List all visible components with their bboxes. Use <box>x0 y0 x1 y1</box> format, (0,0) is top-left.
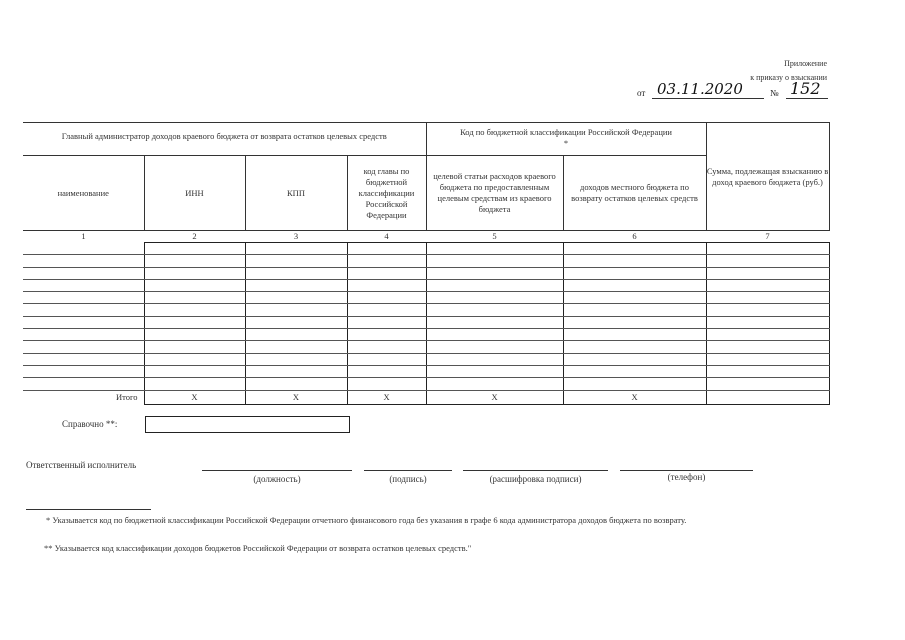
inn-header: ИНН <box>144 156 245 231</box>
table-cell[interactable] <box>706 243 829 255</box>
admin-group-header: Главный администратор доходов краевого бюджета от возврата остатков целевых средств <box>23 123 426 156</box>
table-cell[interactable] <box>23 341 144 353</box>
table-cell[interactable] <box>245 329 347 341</box>
table-row <box>23 316 829 328</box>
table-cell[interactable] <box>245 316 347 328</box>
table-row <box>23 378 829 390</box>
table-cell[interactable] <box>426 255 563 267</box>
table-cell[interactable] <box>426 267 563 279</box>
table-cell[interactable] <box>144 365 245 377</box>
table-cell[interactable] <box>245 243 347 255</box>
sign-line[interactable] <box>364 470 452 471</box>
table-row <box>23 353 829 365</box>
col-number: 7 <box>706 231 829 243</box>
decoding-line[interactable] <box>463 470 608 471</box>
table-cell[interactable] <box>563 267 706 279</box>
col-number: 4 <box>347 231 426 243</box>
table-cell[interactable] <box>347 279 426 291</box>
total-cell: X <box>144 390 245 404</box>
sign-caption: (подпись) <box>389 474 427 484</box>
table-row <box>23 292 829 304</box>
footnote-1: * Указывается код по бюджетной классификации Российской Федерации отчетного финансового года без указания в графе 6 кода администратора доходов бюджета по возврату. <box>46 515 687 525</box>
table-cell[interactable] <box>23 304 144 316</box>
col-number: 6 <box>563 231 706 243</box>
table-cell[interactable] <box>245 341 347 353</box>
table-cell[interactable] <box>563 279 706 291</box>
table-cell[interactable] <box>245 353 347 365</box>
table-cell[interactable] <box>426 329 563 341</box>
code-group-header: Код по бюджетной классификации Российской Федерации * <box>426 123 706 156</box>
table-row <box>23 279 829 291</box>
total-row <box>23 390 829 404</box>
table-cell[interactable] <box>23 255 144 267</box>
table-cell[interactable] <box>563 255 706 267</box>
position-line[interactable] <box>202 470 352 471</box>
table-cell[interactable] <box>347 353 426 365</box>
order-number: 152 <box>790 79 821 98</box>
table-cell[interactable] <box>144 304 245 316</box>
table-row <box>23 267 829 279</box>
table-cell[interactable] <box>245 304 347 316</box>
table-row <box>23 304 829 316</box>
table-cell[interactable] <box>347 329 426 341</box>
decoding-caption: (расшифровка подписи) <box>489 474 582 484</box>
footnote-divider <box>26 509 151 510</box>
table-cell[interactable] <box>706 365 829 377</box>
date-prefix: от <box>637 88 646 98</box>
table-cell[interactable] <box>144 255 245 267</box>
table-cell[interactable] <box>426 378 563 390</box>
responsible-label: Ответственный исполнитель <box>26 460 137 470</box>
table-cell[interactable] <box>144 316 245 328</box>
position-caption: (должность) <box>253 474 301 484</box>
table-cell[interactable] <box>144 341 245 353</box>
table-cell[interactable] <box>426 243 563 255</box>
table-cell[interactable] <box>706 378 829 390</box>
table-cell[interactable] <box>563 341 706 353</box>
order-label: к приказу о взыскании <box>750 73 827 82</box>
total-cell: X <box>563 390 706 404</box>
table-cell[interactable] <box>563 304 706 316</box>
table-cell[interactable] <box>245 365 347 377</box>
table-cell[interactable] <box>426 279 563 291</box>
col-number: 5 <box>426 231 563 243</box>
col-number: 1 <box>23 231 144 243</box>
table-cell[interactable] <box>144 353 245 365</box>
table-cell[interactable] <box>245 292 347 304</box>
table-cell[interactable] <box>23 243 144 255</box>
table-cell[interactable] <box>23 378 144 390</box>
table-cell[interactable] <box>706 329 829 341</box>
table-row <box>23 329 829 341</box>
total-cell: X <box>245 390 347 404</box>
table-cell[interactable] <box>426 365 563 377</box>
table-cell[interactable] <box>23 267 144 279</box>
table-cell[interactable] <box>706 292 829 304</box>
table-cell[interactable] <box>245 378 347 390</box>
table-cell[interactable] <box>563 365 706 377</box>
table-cell[interactable] <box>706 279 829 291</box>
table-cell[interactable] <box>347 243 426 255</box>
table-cell[interactable] <box>245 279 347 291</box>
number-underline <box>786 98 828 99</box>
table-cell[interactable] <box>563 353 706 365</box>
number-prefix: № <box>770 88 779 98</box>
table-cell[interactable] <box>23 316 144 328</box>
table-cell[interactable] <box>426 341 563 353</box>
table-cell[interactable] <box>347 267 426 279</box>
table-cell[interactable] <box>347 292 426 304</box>
total-sum-cell[interactable] <box>706 390 829 404</box>
table-cell[interactable] <box>347 304 426 316</box>
column-number-row <box>23 231 829 243</box>
table-cell[interactable] <box>245 255 347 267</box>
reference-label: Справочно **: <box>62 419 118 429</box>
table-row <box>23 243 829 255</box>
table-cell[interactable] <box>706 316 829 328</box>
local-income-header: доходов местного бюджета по возврату остатков целевых средств <box>563 156 706 231</box>
table-cell[interactable] <box>347 316 426 328</box>
chapter-code-header: код главы по бюджетной классификации Российской Федерации <box>347 156 426 231</box>
table-cell[interactable] <box>144 329 245 341</box>
table-cell[interactable] <box>563 243 706 255</box>
table-cell[interactable] <box>426 304 563 316</box>
table-row <box>23 255 829 267</box>
table-cell[interactable] <box>347 365 426 377</box>
table-cell[interactable] <box>426 353 563 365</box>
table-cell[interactable] <box>23 353 144 365</box>
total-cell: X <box>347 390 426 404</box>
table-cell[interactable] <box>23 279 144 291</box>
table-cell[interactable] <box>144 378 245 390</box>
col-number: 2 <box>144 231 245 243</box>
table-cell[interactable] <box>144 279 245 291</box>
table-cell[interactable] <box>347 341 426 353</box>
target-article-header: целевой статьи расходов краевого бюджета по предоставленным целевым средствам из краевого бюджета <box>426 156 563 231</box>
table-cell[interactable] <box>144 243 245 255</box>
reference-field[interactable] <box>145 416 350 433</box>
table-cell[interactable] <box>706 267 829 279</box>
table-cell[interactable] <box>426 316 563 328</box>
table-cell[interactable] <box>706 353 829 365</box>
collection-table <box>23 122 830 405</box>
table-body <box>23 243 829 391</box>
table-cell[interactable] <box>347 378 426 390</box>
phone-line[interactable] <box>620 470 753 471</box>
table-cell[interactable] <box>706 341 829 353</box>
table-cell[interactable] <box>245 267 347 279</box>
table-cell[interactable] <box>23 365 144 377</box>
total-cell: X <box>426 390 563 404</box>
table-cell[interactable] <box>563 329 706 341</box>
sum-header: Сумма, подлежащая взысканию в доход краевого бюджета (руб.) <box>706 123 829 231</box>
table-cell[interactable] <box>563 378 706 390</box>
total-label: Итого <box>115 391 138 402</box>
kpp-header: КПП <box>245 156 347 231</box>
table-cell[interactable] <box>563 292 706 304</box>
table-cell[interactable] <box>144 267 245 279</box>
table-cell[interactable] <box>23 329 144 341</box>
col-number: 3 <box>245 231 347 243</box>
name-header: наименование <box>23 156 144 231</box>
phone-caption: (телефон) <box>667 472 706 482</box>
order-date: 03.11.2020 <box>657 80 743 98</box>
table-cell[interactable] <box>347 255 426 267</box>
table-row <box>23 365 829 377</box>
table-row <box>23 341 829 353</box>
appendix-label: Приложение <box>784 59 827 68</box>
table-cell[interactable] <box>426 292 563 304</box>
table-cell[interactable] <box>563 316 706 328</box>
table-cell[interactable] <box>706 255 829 267</box>
table-cell[interactable] <box>706 304 829 316</box>
table-cell[interactable] <box>144 292 245 304</box>
footnote-2: ** Указывается код классификации доходов бюджетов Российской Федерации от возврата остатков целевых средств." <box>44 543 472 553</box>
table-cell[interactable] <box>23 292 144 304</box>
date-underline <box>652 98 764 99</box>
